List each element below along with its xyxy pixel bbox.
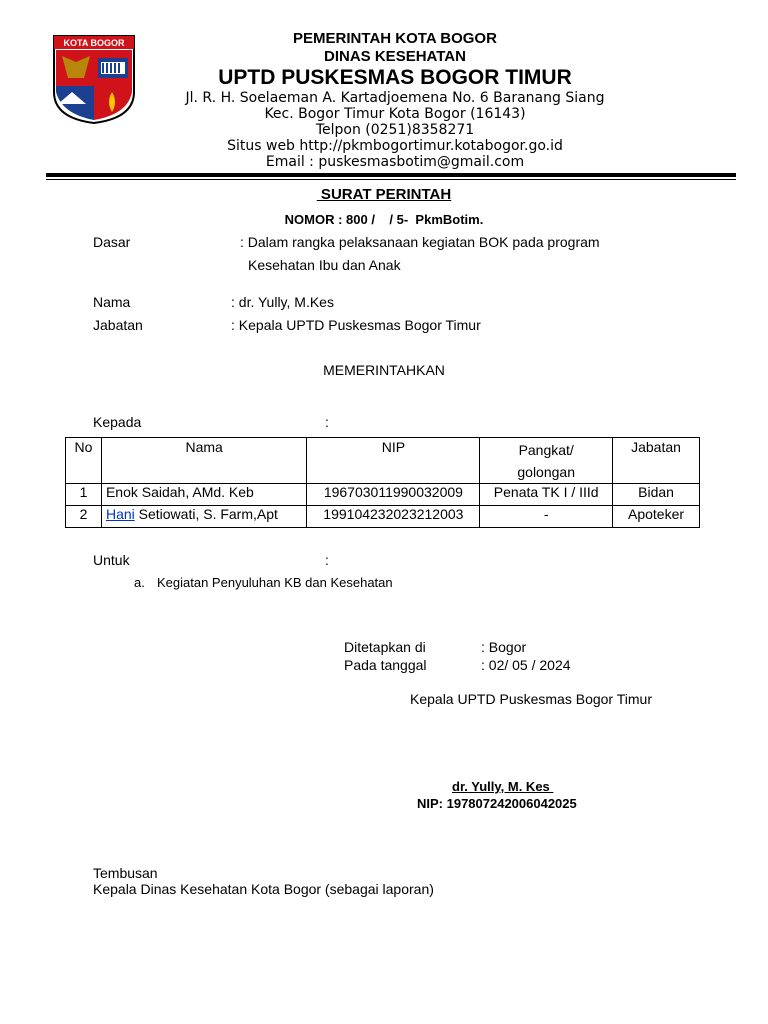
dasar-label: Dasar — [93, 234, 131, 250]
ditetapkan-value: : Bogor — [481, 639, 527, 655]
header-pangkat-line2: golongan — [517, 464, 575, 480]
dasar-value-cont: Kesehatan Ibu dan Anak — [248, 257, 401, 273]
header-department: DINAS KESEHATAN — [324, 48, 466, 65]
cell-jabatan: Bidan — [613, 484, 700, 506]
name-link[interactable]: Hani — [105, 506, 135, 522]
signer-name: dr. Yully, M. Kes — [452, 779, 554, 794]
letter-title: SURAT PERINTAH — [316, 186, 452, 203]
cell-jabatan: Apoteker — [613, 506, 700, 528]
untuk-colon: : — [325, 552, 329, 568]
cell-pangkat: Penata TK I / IIId — [480, 484, 613, 506]
header-website: Situs web http://pkmbogortimur.kotabogor.go.id — [227, 138, 563, 154]
header-email: Email : puskesmasbotim@gmail.com — [265, 154, 525, 170]
nama-label: Nama — [93, 294, 131, 310]
kota-bogor-logo — [52, 34, 136, 124]
nama-value: : dr. Yully, M.Kes — [231, 294, 334, 310]
header-no: No — [66, 438, 102, 484]
letter-number: NOMOR : 800 / / 5- PkmBotim. — [284, 212, 484, 227]
personnel-table — [65, 437, 700, 528]
tanggal-value: : 02/ 05 / 2024 — [481, 657, 571, 673]
cell-nama — [101, 506, 306, 528]
header-nama: Nama — [101, 438, 306, 484]
header-divider-thin — [46, 179, 736, 180]
header-jabatan: Jabatan — [613, 438, 700, 484]
tanggal-label: Pada tanggal — [344, 657, 427, 673]
header-pangkat-line1: Pangkat/ — [518, 442, 574, 458]
memerintahkan-heading: MEMERINTAHKAN — [323, 362, 445, 378]
cell-no: 1 — [66, 484, 102, 506]
header-title: UPTD PUSKESMAS BOGOR TIMUR — [218, 66, 572, 89]
header-district: Kec. Bogor Timur Kota Bogor (16143) — [264, 106, 526, 122]
table-header-row — [66, 438, 700, 484]
untuk-item: Kegiatan Penyuluhan KB dan Kesehatan — [157, 575, 393, 590]
cell-nip: 196703011990032009 — [307, 484, 480, 506]
untuk-item-marker: a. — [134, 575, 145, 590]
cell-nama-rest: Setiowati, S. Farm,Apt — [134, 506, 278, 522]
jabatan-value: : Kepala UPTD Puskesmas Bogor Timur — [231, 317, 481, 333]
cell-nip: 199104232023212003 — [307, 506, 480, 528]
signer-position: Kepala UPTD Puskesmas Bogor Timur — [410, 691, 652, 707]
cell-nama: Enok Saidah, AMd. Keb — [101, 484, 306, 506]
tembusan-label: Tembusan — [93, 865, 158, 881]
header-address: Jl. R. H. Soelaeman A. Kartadjoemena No. 6 Baranang Siang — [185, 90, 605, 106]
table-row — [66, 484, 700, 506]
table-row — [66, 506, 700, 528]
header-government: PEMERINTAH KOTA BOGOR — [293, 30, 497, 47]
signer-nip: NIP: 197807242006042025 — [417, 796, 577, 811]
header-divider-thick — [46, 173, 736, 177]
untuk-label: Untuk — [93, 552, 130, 568]
jabatan-label: Jabatan — [93, 317, 143, 333]
header-nip: NIP — [307, 438, 480, 484]
header-pangkat — [480, 438, 613, 484]
ditetapkan-label: Ditetapkan di — [344, 639, 426, 655]
kepada-label: Kepada — [93, 414, 142, 430]
logo-text: KOTA BOGOR — [63, 38, 125, 48]
kepada-colon: : — [325, 414, 329, 430]
header-phone: Telpon (0251)8358271 — [315, 122, 475, 138]
tembusan-value: Kepala Dinas Kesehatan Kota Bogor (sebagai laporan) — [93, 881, 434, 897]
cell-no: 2 — [66, 506, 102, 528]
dasar-value: : Dalam rangka pelaksanaan kegiatan BOK pada program — [240, 234, 600, 250]
cell-pangkat: - — [480, 506, 613, 528]
